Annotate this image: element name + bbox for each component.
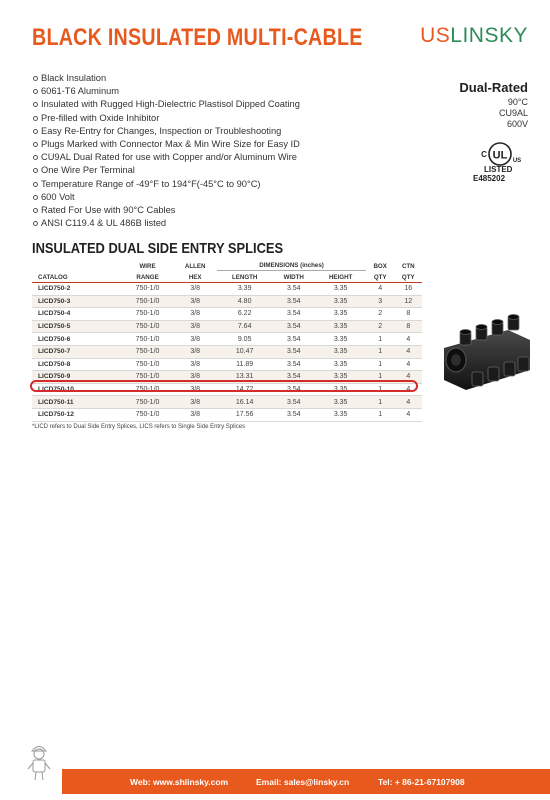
header-length: LENGTH	[231, 274, 258, 281]
cell-allen-hex: 3/8	[173, 283, 217, 296]
cell-width: 3.54	[272, 396, 316, 409]
cell-ctn-qty: 8	[395, 308, 422, 321]
cell-height: 3.35	[316, 408, 366, 421]
cell-height: 3.35	[316, 308, 366, 321]
cell-allen-hex: 3/8	[173, 333, 217, 346]
cell-allen-hex: 3/8	[173, 345, 217, 358]
cell-wire-range: 750-1/0	[122, 345, 173, 358]
cell-wire-range: 750-1/0	[122, 308, 173, 321]
cell-ctn-qty: 4	[395, 333, 422, 346]
cell-allen-hex: 3/8	[173, 308, 217, 321]
cell-box-qty: 2	[366, 320, 395, 333]
table-row	[32, 396, 422, 409]
cell-length: 16.14	[217, 396, 272, 409]
feature-item: ANSI C119.4 & UL 486B listed	[33, 217, 300, 230]
feature-item: CU9AL Dual Rated for use with Copper and/or Aluminum Wire	[33, 151, 300, 164]
cell-wire-range: 750-1/0	[122, 396, 173, 409]
cell-allen-hex: 3/8	[173, 358, 217, 371]
cell-width: 3.54	[272, 283, 316, 296]
cell-catalog: LICD750-10	[32, 383, 122, 396]
splice-table-wrapper	[32, 259, 422, 422]
cell-catalog: LICD750-9	[32, 371, 122, 384]
cell-catalog: LICD750-12	[32, 408, 122, 421]
cell-width: 3.54	[272, 295, 316, 308]
feature-item: Insulated with Rugged High-Dielectric Plastisol Dipped Coating	[33, 98, 300, 111]
table-row	[32, 345, 422, 358]
cell-ctn-qty: 4	[395, 396, 422, 409]
page-title: BLACK INSULATED MULTI-CABLE	[32, 24, 363, 51]
brand-logo	[420, 24, 528, 48]
header-ctn-qty: QTY	[401, 274, 415, 281]
table-row	[32, 408, 422, 421]
cell-ctn-qty: 4	[395, 408, 422, 421]
cell-length: 3.39	[217, 283, 272, 296]
cell-box-qty: 3	[366, 295, 395, 308]
cell-allen-hex: 3/8	[173, 408, 217, 421]
cell-height: 3.35	[316, 320, 366, 333]
cell-box-qty: 1	[366, 358, 395, 371]
cell-width: 3.54	[272, 333, 316, 346]
cell-catalog: LICD750-4	[32, 308, 122, 321]
cell-catalog: LICD750-7	[32, 345, 122, 358]
header-width: WIDTH	[283, 274, 304, 281]
cell-catalog: LICD750-2	[32, 283, 122, 296]
table-row	[32, 358, 422, 371]
ul-mark-us: US	[512, 158, 522, 164]
feature-item: One Wire Per Terminal	[33, 164, 300, 177]
table-row	[32, 295, 422, 308]
header-ctn: CTN	[401, 262, 415, 270]
header-wire: WIRE	[139, 262, 156, 270]
cell-wire-range: 750-1/0	[122, 371, 173, 384]
cell-width: 3.54	[272, 408, 316, 421]
cell-wire-range: 750-1/0	[122, 408, 173, 421]
cell-box-qty: 1	[366, 396, 395, 409]
cell-ctn-qty: 4	[395, 383, 422, 396]
table-row	[32, 283, 422, 296]
cell-height: 3.35	[316, 295, 366, 308]
cell-height: 3.35	[316, 333, 366, 346]
cell-width: 3.54	[272, 308, 316, 321]
rated-temperature: 90°C	[507, 97, 528, 107]
cell-allen-hex: 3/8	[173, 320, 217, 333]
header-catalog: CATALOG	[38, 274, 68, 281]
feature-item: Temperature Range of -49°F to 194°F(-45°C to 90°C)	[33, 178, 300, 191]
cell-catalog: LICD750-8	[32, 358, 122, 371]
cell-allen-hex: 3/8	[173, 371, 217, 384]
cell-box-qty: 2	[366, 308, 395, 321]
cell-width: 3.54	[272, 383, 316, 396]
cell-length: 14.72	[217, 383, 272, 396]
cell-length: 6.22	[217, 308, 272, 321]
cell-ctn-qty: 4	[395, 358, 422, 371]
cell-length: 9.05	[217, 333, 272, 346]
cell-length: 10.47	[217, 345, 272, 358]
cell-catalog: LICD750-5	[32, 320, 122, 333]
table-row	[32, 308, 422, 321]
cell-width: 3.54	[272, 345, 316, 358]
table-footnote: *LICD refers to Dual Side Entry Splices, LICS refers to Single Side Entry Splices	[32, 424, 246, 430]
rated-material: CU9AL	[498, 108, 528, 118]
cell-wire-range: 750-1/0	[122, 295, 173, 308]
table-body	[32, 283, 422, 422]
logo-part-linsky: LINSKY	[450, 24, 528, 47]
cell-allen-hex: 3/8	[173, 396, 217, 409]
footer-email-link[interactable]: Email: sales@linsky.cn	[256, 777, 350, 787]
cell-box-qty: 4	[366, 283, 395, 296]
cell-ctn-qty: 4	[395, 345, 422, 358]
cell-height: 3.35	[316, 396, 366, 409]
cell-box-qty: 1	[366, 371, 395, 384]
footer-phone: Tel: + 86-21-67107908	[378, 777, 465, 787]
feature-list	[33, 72, 300, 230]
contact-footer	[62, 769, 550, 794]
cell-box-qty: 1	[366, 408, 395, 421]
feature-item: 6061-T6 Aluminum	[33, 85, 300, 98]
ul-file-number: E485202	[473, 174, 506, 183]
cell-length: 13.31	[217, 371, 272, 384]
section-title: INSULATED DUAL SIDE ENTRY SPLICES	[32, 240, 284, 257]
cell-length: 7.64	[217, 320, 272, 333]
header-box: BOX	[373, 262, 387, 270]
cell-length: 17.56	[217, 408, 272, 421]
cell-allen-hex: 3/8	[173, 383, 217, 396]
feature-item: Pre-filled with Oxide Inhibitor	[33, 112, 300, 125]
cell-wire-range: 750-1/0	[122, 358, 173, 371]
highlighted-row-outline	[30, 380, 418, 392]
feature-item: Plugs Marked with Connector Max & Min Wire Size for Easy ID	[33, 138, 300, 151]
cell-catalog: LICD750-3	[32, 295, 122, 308]
splice-table	[32, 259, 422, 422]
cell-wire-range: 750-1/0	[122, 333, 173, 346]
cell-length: 11.89	[217, 358, 272, 371]
footer-web-link[interactable]: Web: www.shlinsky.com	[130, 777, 229, 787]
cell-allen-hex: 3/8	[173, 295, 217, 308]
cell-width: 3.54	[272, 320, 316, 333]
ul-mark-ul: UL	[492, 149, 508, 162]
header-height: HEIGHT	[328, 274, 353, 281]
cell-width: 3.54	[272, 371, 316, 384]
cell-box-qty: 1	[366, 333, 395, 346]
logo-part-us: US	[420, 24, 451, 47]
ul-listed-label: LISTED	[484, 165, 513, 174]
feature-item: Easy Re-Entry for Changes, Inspection or Troubleshooting	[33, 125, 300, 138]
cell-length: 4.80	[217, 295, 272, 308]
header-allen: ALLEN	[184, 262, 206, 270]
cell-height: 3.35	[316, 371, 366, 384]
cell-box-qty: 1	[366, 345, 395, 358]
worker-mascot-icon	[26, 742, 52, 782]
cell-catalog: LICD750-6	[32, 333, 122, 346]
dual-rated-block	[459, 80, 528, 130]
cell-box-qty: 1	[366, 383, 395, 396]
cell-wire-range: 750-1/0	[122, 283, 173, 296]
cell-wire-range: 750-1/0	[122, 320, 173, 333]
feature-item: Black Insulation	[33, 72, 300, 85]
cell-ctn-qty: 4	[395, 371, 422, 384]
cell-width: 3.54	[272, 358, 316, 371]
header-hex: HEX	[188, 274, 202, 281]
splice-connector-image	[430, 300, 540, 400]
rated-voltage: 600V	[506, 119, 528, 129]
cell-wire-range: 750-1/0	[122, 383, 173, 396]
table-row	[32, 320, 422, 333]
header-range: RANGE	[136, 274, 159, 281]
header-dimensions: DIMENSIONS (inches)	[217, 259, 365, 271]
feature-item: 600 Volt	[33, 191, 300, 204]
cell-height: 3.35	[316, 283, 366, 296]
cell-height: 3.35	[316, 345, 366, 358]
cell-ctn-qty: 12	[395, 295, 422, 308]
cell-ctn-qty: 8	[395, 320, 422, 333]
table-row	[32, 333, 422, 346]
ul-mark-c: C	[481, 150, 487, 159]
cell-height: 3.35	[316, 383, 366, 396]
feature-item: Rated For Use with 90°C Cables	[33, 204, 300, 217]
dual-rated-heading: Dual-Rated	[459, 80, 528, 95]
cell-ctn-qty: 16	[395, 283, 422, 296]
cell-catalog: LICD750-11	[32, 396, 122, 409]
header-box-qty: QTY	[373, 274, 387, 281]
cell-height: 3.35	[316, 358, 366, 371]
